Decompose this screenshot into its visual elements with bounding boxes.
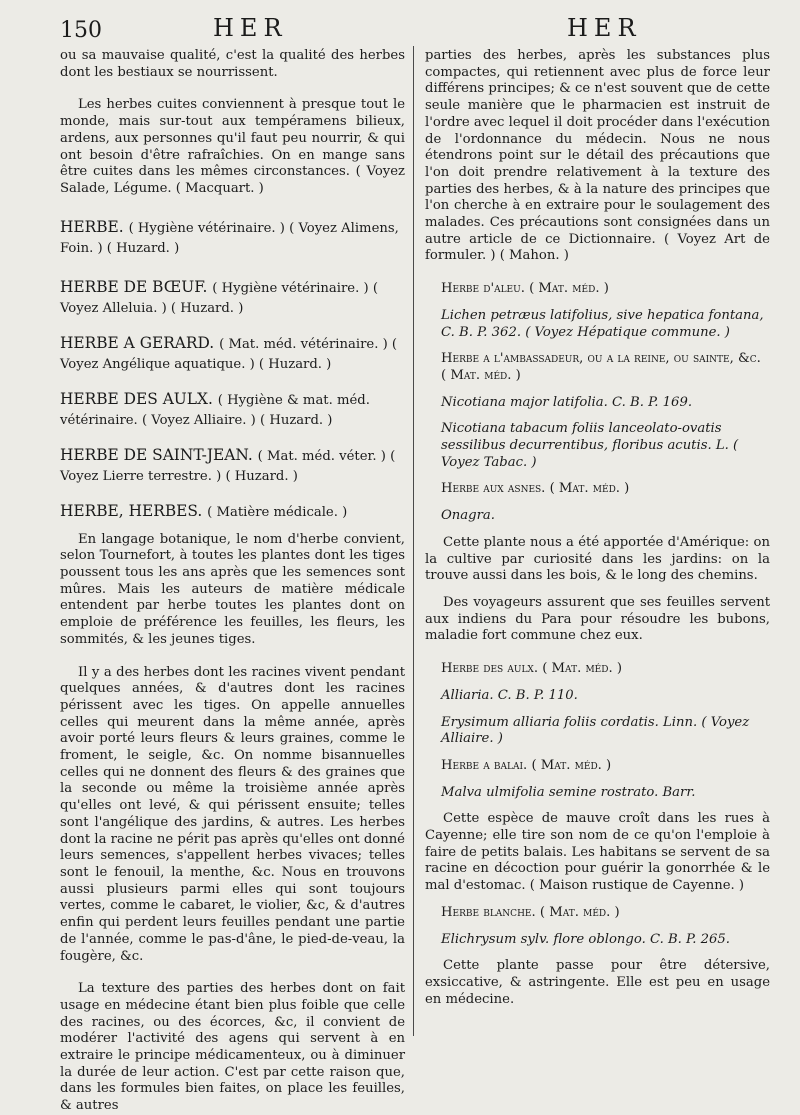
synonym-line: Elichrysum sylv. flore oblongo. C. B. P. 265. bbox=[441, 931, 730, 947]
entry-heading: Herbe a l'ambassadeur, ou a la reine, ou sainte, &c. ( Mat. méd. ) bbox=[441, 351, 761, 383]
paragraph: ou sa mauvaise qualité, c'est la qualité des herbes dont les bestiaux se nourrissent. bbox=[60, 48, 405, 80]
synonym-line: Alliaria. C. B. P. 110. bbox=[441, 687, 578, 703]
synonym-line: Nicotiana major latifolia. C. B. P. 169. bbox=[441, 394, 693, 410]
synonym-line: Onagra. bbox=[441, 508, 495, 524]
entry-headword: HERBE. bbox=[60, 217, 124, 236]
paragraph: Les herbes cuites conviennent à presque tout le monde, mais sur-tout aux tempéramens bilieux, ardens, aux personnes qu'il faut peu nourrir, & qui ont besoin d'être rafraîchies. On en mange sans être cuites dans les mêmes circonstances. ( Voyez Salade, Légume. ( Macquart. ) bbox=[60, 97, 405, 196]
entry-heading: Herbe blanche. ( Mat. méd. ) bbox=[441, 904, 620, 920]
page-number: 150 bbox=[60, 18, 102, 43]
synonym-line: Lichen petræus latifolius, sive hepatica fontana, C. B. P. 362. ( Voyez Hépatique commune. ) bbox=[441, 307, 764, 340]
entry-herbe bbox=[60, 218, 405, 258]
synonym-line: Erysimum alliaria foliis cordatis. Linn. ( Voyez Alliaire. ) bbox=[441, 714, 750, 747]
column-divider bbox=[413, 46, 414, 1036]
entry-reference: ( Mat. méd. vétérinaire. ) ( Voyez Angélique aquatique. ) ( Huzard. ) bbox=[60, 336, 398, 372]
entry-herbe-des-aulx bbox=[60, 390, 405, 430]
page-header bbox=[0, 10, 800, 44]
paragraph: Cette plante nous a été apportée d'Amérique: on la cultive par curiosité dans les jardins: on la trouve aussi dans les bois, & le long des chemins. bbox=[425, 534, 770, 584]
entry-heading: Herbe des aulx. ( Mat. méd. ) bbox=[441, 661, 622, 677]
entry-heading: Herbe d'aleu. ( Mat. méd. ) bbox=[441, 281, 609, 297]
paragraph: Cette espèce de mauve croît dans les rues à Cayenne; elle tire son nom de ce qu'on l'emploie à faire de petits balais. Les habitans se servent de sa racine en décoction pour guérir la gonorrhée & le mal d'estomac. ( Maison rustique de Cayenne. ) bbox=[425, 811, 770, 894]
paragraph: Des voyageurs assurent que ses feuilles servent aux indiens du Para pour résoudre les bubons, maladie fort commune chez eux. bbox=[425, 594, 770, 644]
entry-headword: HERBE DES AULX. bbox=[60, 389, 213, 408]
paragraph: La texture des parties des herbes dont on fait usage en médecine étant bien plus foible que celle des racines, ou des écorces, &c, il convient de modérer l'activité des agens qui servent à en extraire le principe médicamenteux, ou à diminuer la durée de leur action. C'est par cette raison que, dans les formules bien faites, on place les feuilles, & autres bbox=[60, 981, 405, 1114]
entry-heading: Herbe aux asnes. ( Mat. méd. ) bbox=[441, 481, 630, 497]
entry-reference: ( Hygiène vétérinaire. ) ( Voyez Alimens, Foin. ) ( Huzard. ) bbox=[60, 220, 399, 256]
entry-reference: ( Mat. méd. véter. ) ( Voyez Lierre terrestre. ) ( Huzard. ) bbox=[60, 448, 396, 484]
entry-headword: HERBE DE SAINT-JEAN. bbox=[60, 445, 253, 464]
running-head-left: HER bbox=[213, 14, 288, 42]
entry-reference: ( Matière médicale. ) bbox=[207, 504, 348, 520]
paragraph: Il y a des herbes dont les racines vivent pendant quelques années, & d'autres dont les racines périssent avec les tiges. On appelle annuelles celles qui meurent dans la même année, après avoir porté leurs fleurs & leurs graines, comme le froment, le seigle, &c. On nomme bisannuelles celles qui ne donnent des fleurs & des graines que la seconde ou même la troisième année après qu'elles ont levé, & qui périssent ensuite; telles sont l'angélique des jardins, & autres. Les herbes dont la racine ne périt pas après qu'elles ont donné leurs semences, s'appellent herbes vivaces; telles sont le fenouil, la menthe, &c. Nous en trouvons aussi plusieurs parmi elles qui sont toujours vertes, comme le cabaret, le violier, &c, & d'autres enfin qui perdent leurs feuilles pendant une partie de l'année, comme le pas-d'âne, le pied-de-veau, la fougère, &c. bbox=[60, 664, 405, 964]
synonym-line: Malva ulmifolia semine rostrato. Barr. bbox=[441, 784, 696, 800]
entry-headword: HERBE DE BŒUF. bbox=[60, 277, 208, 296]
left-column bbox=[60, 48, 405, 1115]
right-column bbox=[425, 48, 770, 1008]
paragraph: En langage botanique, le nom d'herbe convient, selon Tournefort, à toutes les plantes dont les tiges poussent tous les ans après que les semences sont mûres. Mais les auteurs de matière médicale entendent par herbe toutes les plantes dont on emploie de préférence les feuilles, les fleurs, les sommités, & les jeunes tiges. bbox=[60, 531, 405, 647]
entry-herbe-de-boeuf bbox=[60, 278, 405, 318]
entry-headword: HERBE A GERARD. bbox=[60, 333, 215, 352]
paragraph: parties des herbes, après les substances plus compactes, qui retiennent avec plus de force leur différens principes; & ce n'est souvent que de cette seule manière que le pharmacien est instruit de l'ordre avec lequel il doit procéder dans l'exécution de l'ordonnance du médecin. Nous ne nous étendrons point sur le détail des précautions que l'on doit prendre relativement à la texture des parties des herbes, & à la nature des principes que l'on cherche à en extraire pour le soulagement des malades. Ces précautions sont consignées dans un autre article de ce Dictionnaire. ( Voyez Art de formuler. ) ( Mahon. ) bbox=[425, 48, 770, 264]
entry-reference: ( Hygiène & mat. méd. vétérinaire. ( Voyez Alliaire. ) ( Huzard. ) bbox=[60, 392, 370, 428]
paragraph: Cette plante passe pour être détersive, exsiccative, & astringente. Elle est peu en usage en médecine. bbox=[425, 958, 770, 1007]
entry-herbe-herbes bbox=[60, 502, 405, 522]
entry-headword: HERBE, HERBES. bbox=[60, 501, 203, 520]
entry-herbe-a-gerard bbox=[60, 334, 405, 374]
entry-herbe-de-saint-jean bbox=[60, 446, 405, 486]
entry-reference: ( Hygiène vétérinaire. ) ( Voyez Alleluia. ) ( Huzard. ) bbox=[60, 280, 378, 316]
running-head-right: HER bbox=[567, 14, 642, 42]
entry-heading: Herbe a balai. ( Mat. méd. ) bbox=[441, 757, 612, 773]
synonym-line: Nicotiana tabacum foliis lanceolato-ovatis sessilibus decurrentibus, floribus acutis. L. ( Voyez Tabac. ) bbox=[441, 421, 739, 470]
